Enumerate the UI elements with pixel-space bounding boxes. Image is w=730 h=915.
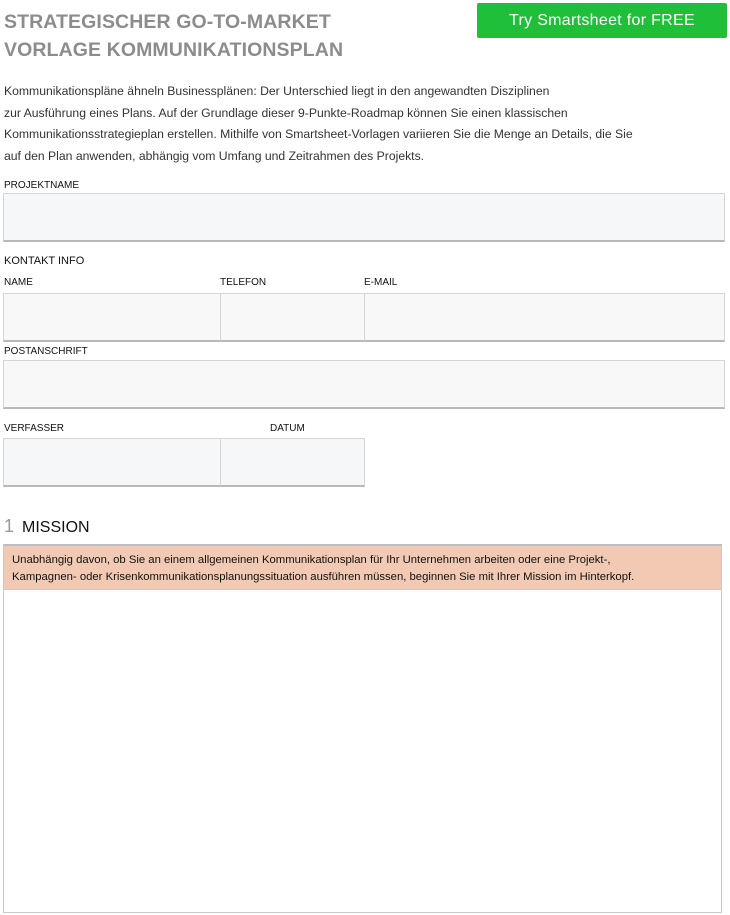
telefon-label: TELEFON [220,277,267,288]
page-title-line-2: VORLAGE KOMMUNIKATIONSPLAN [4,39,344,61]
mission-instruction-line-1: Unabhängig davon, ob Sie an einem allgemeinen Kommunikationsplan für Ihr Unternehmen arbeiten oder eine Projekt-, [12,554,611,566]
intro-line-4: auf den Plan anwenden, abhängig vom Umfang und Zeitrahmen des Projekts. [4,148,425,163]
verfasser-field[interactable] [3,438,221,487]
email-field[interactable] [364,293,725,342]
telefon-field[interactable] [220,293,365,342]
projektname-label: PROJEKTNAME [4,180,80,191]
intro-line-1: Kommunikationspläne ähneln Businessplänen: Der Unterschied liegt in den angewandten Disziplinen [4,84,550,98]
datum-label: DATUM [270,423,305,434]
postanschrift-label: POSTANSCHRIFT [4,346,88,357]
verfasser-label: VERFASSER [4,423,65,434]
try-smartsheet-button[interactable]: Try Smartsheet for FREE [477,3,727,38]
kontakt-info-label: KONTAKT INFO [4,255,85,267]
intro-line-2: zur Ausführung eines Plans. Auf der Grundlage dieser 9-Punkte-Roadmap können Sie einen klassischen [4,105,568,120]
mission-instruction-line-2: Kampagnen- oder Krisenkommunikationsplanungssituation ausführen müssen, beginnen Sie mit Ihrer Mission im Hinterkopf. [12,570,635,583]
datum-field[interactable] [220,438,365,487]
mission-title: MISSION [22,519,90,536]
email-label: E-MAIL [364,277,398,288]
intro-paragraph [4,81,704,167]
page-title-line-1: STRATEGISCHER GO-TO-MARKET [4,11,331,33]
projektname-field[interactable] [3,193,725,242]
mission-instruction [3,544,722,590]
mission-heading [4,516,90,540]
name-label: NAME [4,277,33,288]
page-title [4,8,343,64]
name-field[interactable] [3,293,221,342]
postanschrift-field[interactable] [3,360,725,409]
intro-line-3: Kommunikationsstrategieplan erstellen. Mithilfe von Smartsheet-Vorlagen variieren Sie die Menge an Details, die Sie [4,127,633,141]
mission-number: 1 [4,516,15,536]
mission-text-area[interactable] [3,590,722,913]
